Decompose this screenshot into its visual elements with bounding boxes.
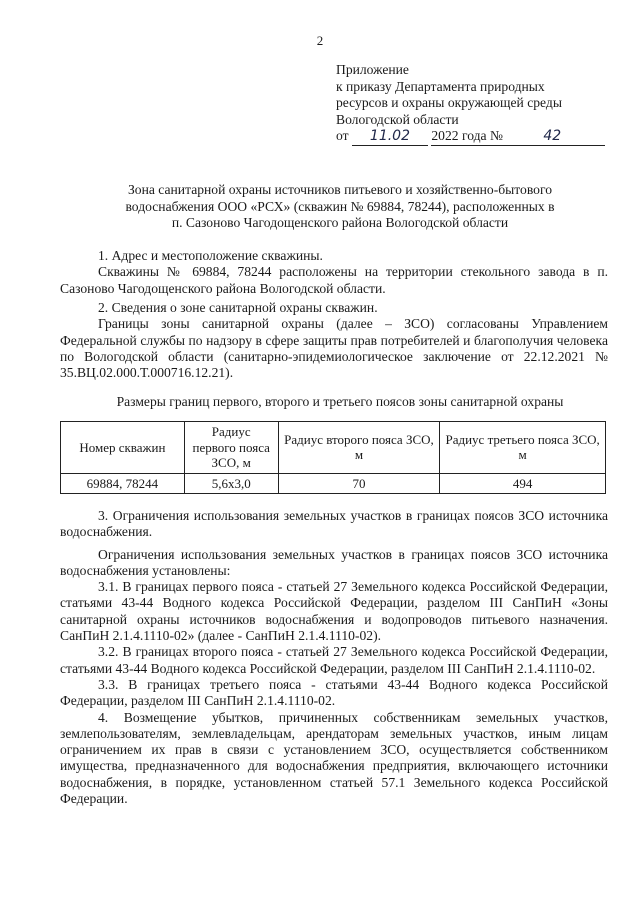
section-1-text: Скважины № 69884, 78244 расположены на территории стекольного завода в п. Сазоново Чагодощенского района Вологодской области. [60, 264, 608, 296]
table-cell: 69884, 78244 [61, 473, 185, 494]
section-3-1: 3.1. В границах первого пояса - статьей 27 Земельного кодекса Российской Федерации, статьями 43-44 Водного кодекса Российской Федерации, разделом III СанПиН «Зоны санитарной охраны источников водоснабжения и водопроводов питьевого назначения. СанПиН 2.1.4.1110-02» (далее - СанПиН 2.1.4.1110-02). [60, 579, 608, 644]
table-caption: Размеры границ первого, второго и третьего поясов зоны санитарной охраны [116, 394, 564, 409]
number-field [539, 128, 605, 146]
table-header-row [61, 422, 606, 474]
table-cell: 494 [440, 473, 606, 494]
section-3-3: 3.3. В границах третьего пояса - статьями 43-44 Водного кодекса Российской Федерации, разделом III СанПиН 2.1.4.1110-02. [60, 676, 608, 709]
title-line: Зона санитарной охраны источников питьевого и хозяйственно-бытового [127, 182, 552, 197]
section-1 [60, 248, 608, 297]
annex-line: Приложение [336, 62, 409, 77]
section-3-2: 3.2. В границах второго пояса - статьей 27 Земельного кодекса Российской Федерации, статьями 43-44 Водного кодекса Российской Федерации, разделом III СанПиН 2.1.4.1110-02. [60, 644, 608, 676]
section-3-intro: 3. Ограничения использования земельных участков в границах поясов ЗСО источника водоснабжения. [60, 508, 608, 540]
page-number: 2 [316, 33, 324, 48]
section-2-heading: 2. Сведения о зоне санитарной охраны скважин. [98, 300, 378, 315]
date-suffix: 2022 года № [431, 128, 539, 146]
table-header: Радиус первого пояса ЗСО, м [184, 422, 278, 474]
annex-date-line [336, 128, 606, 146]
date-prefix: от [336, 128, 349, 143]
table-row [61, 473, 606, 494]
title-line: водоснабжения ООО «РСХ» (скважин № 69884, 78244), расположенных в [125, 198, 555, 214]
table-header: Номер скважин [61, 422, 185, 474]
annex-line: к приказу Департамента природных [336, 78, 545, 94]
section-3-restrictions: Ограничения использования земельных участков в границах поясов ЗСО источника водоснабжения установлены: [60, 546, 608, 578]
table-header: Радиус третьего пояса ЗСО, м [440, 422, 606, 474]
table-cell: 70 [278, 473, 440, 494]
annex-block [336, 62, 606, 146]
zso-table [60, 421, 606, 494]
table-cell: 5,6x3,0 [184, 473, 278, 494]
section-4: 4. Возмещение убытков, причиненных собственникам земельных участков, землепользователям, землевладельцам, арендаторам земельных участков, иным лицам ограничением их прав в связи с установлением ЗСО, осуществляется собственником имущества, предназначенного для водоснабжения предприятия, включающего источники водоснабжения, в порядке, установленном статьей 57.1 Земельного кодекса Российской Федерации. [60, 709, 608, 807]
annex-line: ресурсов и охраны окружающей среды [336, 95, 562, 110]
date-handwritten: 11.02 [369, 128, 411, 144]
title-line: п. Сазоново Чагодощенского района Вологодской области [171, 215, 509, 230]
section-2 [60, 300, 608, 381]
section-1-heading: 1. Адрес и местоположение скважины. [98, 248, 323, 263]
date-field [352, 128, 428, 146]
annex-line: Вологодской области [336, 111, 459, 127]
section-2-text: Границы зоны санитарной охраны (далее – ЗСО) согласованы Управлением Федеральной службы по надзору в сфере защиты прав потребителей и благополучия человека по Вологодской области (санитарно-эпидемиологическое заключение от 22.12.2021 № 35.ВЦ.02.000.Т.000716.12.21). [60, 316, 608, 381]
table-header: Радиус второго пояса ЗСО, м [278, 422, 440, 474]
section-3 [60, 508, 608, 807]
document-title [60, 182, 620, 232]
number-handwritten: 42 [543, 128, 562, 144]
